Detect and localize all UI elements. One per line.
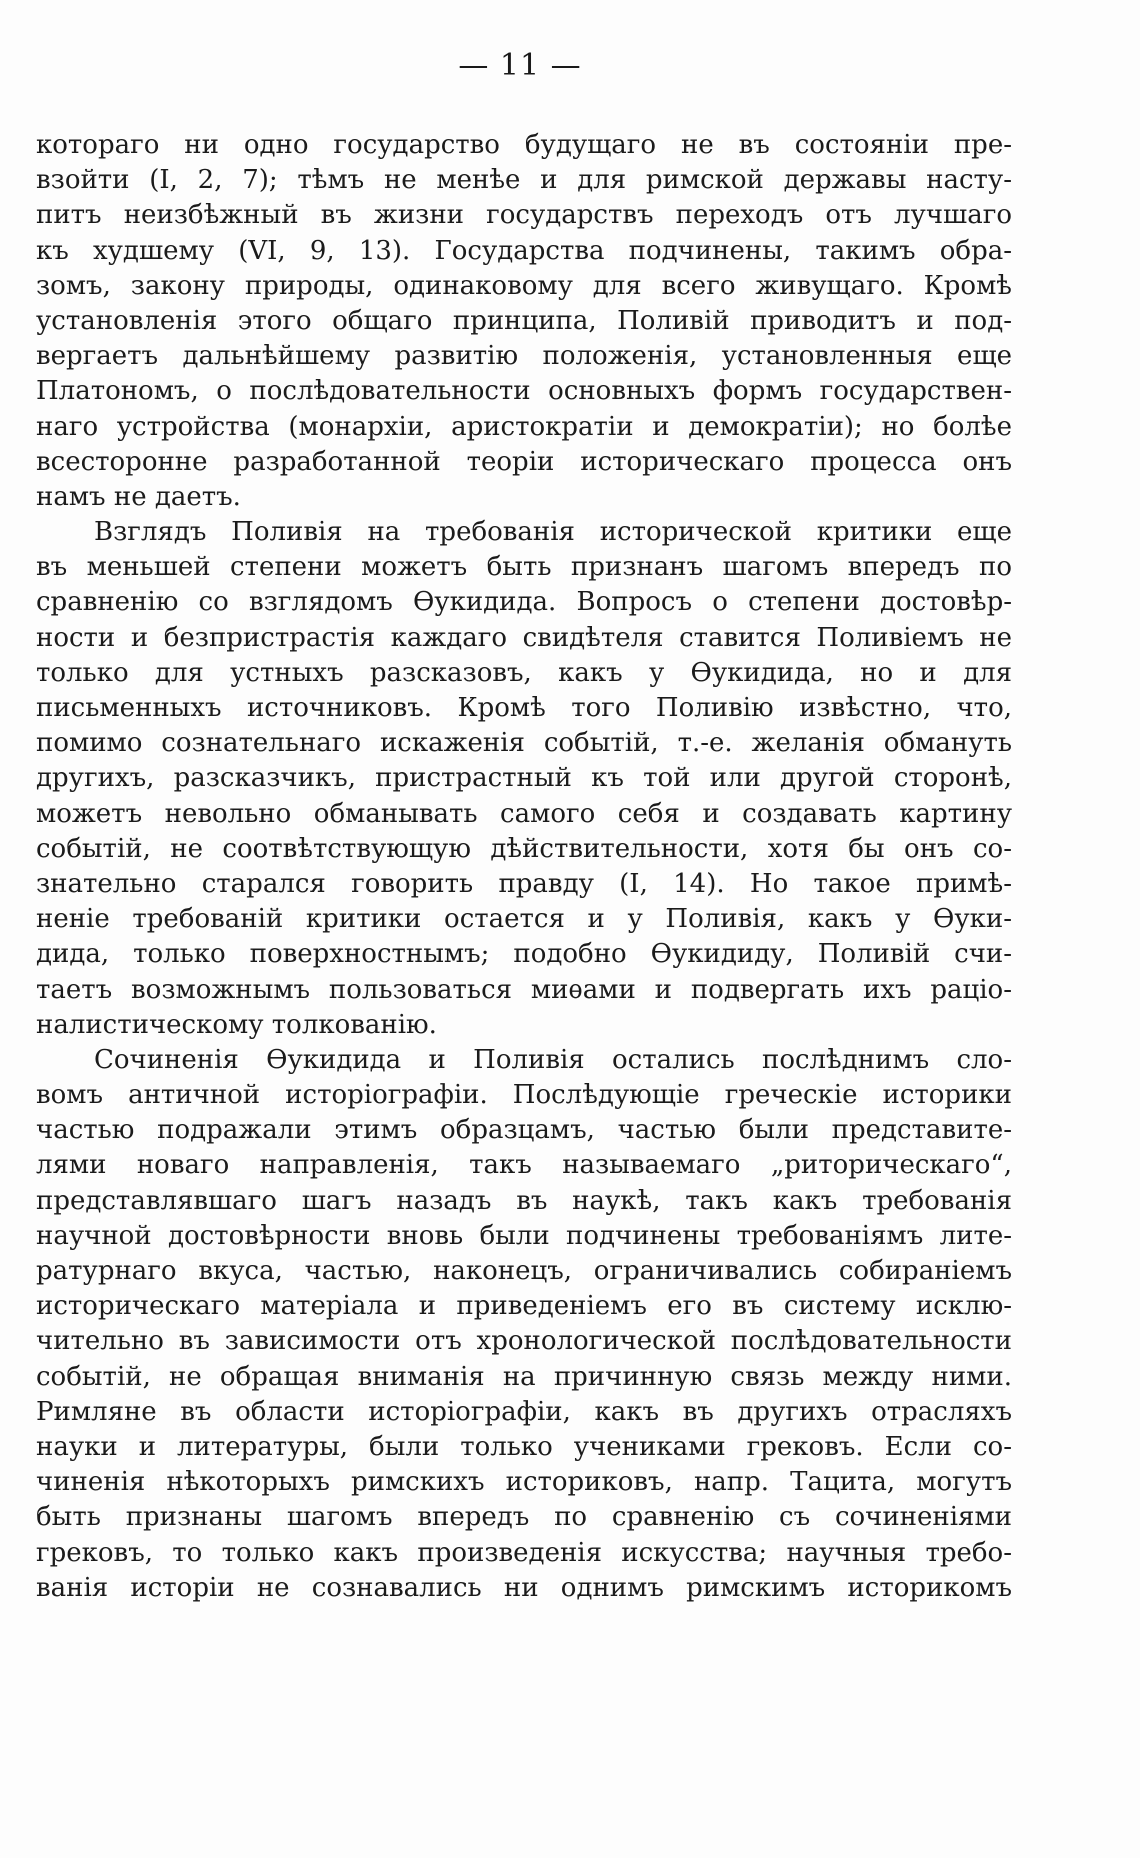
text-line: грековъ, то только какъ произведенія искусства; научныя требо- xyxy=(36,1537,1012,1568)
text-line: событій, не соотвѣтствующую дѣйствительности, хотя бы онъ со- xyxy=(36,833,1012,864)
text-line: ванія исторіи не сознавались ни однимъ римскимъ историкомъ xyxy=(36,1572,1012,1603)
text-line: наго устройства (монархіи, аристократіи и демократіи); но болѣе xyxy=(36,411,1012,442)
text-line: къ худшему (VI, 9, 13). Государства подчинены, такимъ обра- xyxy=(36,235,1012,266)
text-line: науки и литературы, были только учениками грековъ. Если со- xyxy=(36,1431,1012,1462)
text-line: Сочиненія Ѳукидида и Поливія остались послѣднимъ сло- xyxy=(94,1044,1012,1075)
text-line: взойти (I, 2, 7); тѣмъ не менѣе и для римской державы насту- xyxy=(36,165,1012,196)
text-line: только для устныхъ разсказовъ, какъ у Ѳукидида, но и для xyxy=(36,657,1012,688)
text-line: знательно старался говорить правду (I, 14). Но такое примѣ- xyxy=(36,868,1012,899)
text-line: налистическому толкованію. xyxy=(36,1009,437,1040)
text-line: другихъ, разсказчикъ, пристрастный къ той или другой сторонѣ, xyxy=(36,763,1012,794)
text-line: частью подражали этимъ образцамъ, частью были представите- xyxy=(36,1115,1012,1146)
text-line: котораго ни одно государство будущаго не въ состояніи пре- xyxy=(36,130,1012,160)
paragraph-3 xyxy=(36,1043,1012,1606)
text-line: лями новаго направленія, такъ называемаго „риторическаго“, xyxy=(36,1150,1012,1181)
text-line: представлявшаго шагъ назадъ въ наукѣ, такъ какъ требованія xyxy=(36,1185,1012,1216)
text-line: можетъ невольно обманывать самого себя и создавать картину xyxy=(36,798,1012,829)
text-line: научной достовѣрности вновь были подчинены требованіямъ лите- xyxy=(36,1220,1012,1251)
text-line: письменныхъ источниковъ. Кромѣ того Поливію извѣстно, что, xyxy=(36,693,1012,723)
text-line: зомъ, закону природы, одинаковому для всего живущаго. Кромѣ xyxy=(36,270,1012,301)
text-line: вомъ античной исторіографіи. Послѣдующіе греческіе историки xyxy=(36,1080,1012,1111)
text-line: чиненія нѣкоторыхъ римскихъ историковъ, напр. Тацита, могутъ xyxy=(36,1467,1012,1498)
text-line: чительно въ зависимости отъ хронологической послѣдовательности xyxy=(36,1326,1012,1357)
text-line: таетъ возможнымъ пользоваться миѳами и подвергать ихъ раціо- xyxy=(36,974,1012,1005)
text-line: историческаго матеріала и приведеніемъ его въ систему исклю- xyxy=(36,1291,1012,1322)
text-line: быть признаны шагомъ впередъ по сравненію съ сочиненіями xyxy=(36,1502,1012,1533)
text-line: помимо сознательнаго искаженія событій, т.-е. желанія обмануть xyxy=(36,728,1012,759)
text-line: установленія этого общаго принципа, Поливій приводитъ и под- xyxy=(36,305,1012,336)
text-line: сравненію со взглядомъ Ѳукидида. Вопросъ о степени достовѣр- xyxy=(36,587,1012,618)
text-line: Римляне въ области исторіографіи, какъ въ другихъ отрасляхъ xyxy=(36,1396,1012,1427)
text-line: ратурнаго вкуса, частью, наконецъ, ограничивались собираніемъ xyxy=(36,1256,1012,1286)
text-line: питъ неизбѣжный въ жизни государствъ переходъ отъ лучшаго xyxy=(36,200,1012,231)
text-line: вергаетъ дальнѣйшему развитію положенія, установленныя еще xyxy=(36,341,1012,372)
text-line: неніе требованій критики остается и у Поливія, какъ у Ѳуки- xyxy=(36,904,1012,935)
text-line: событій, не обращая вниманія на причинную связь между ними. xyxy=(36,1361,1012,1392)
page-number: — 11 — xyxy=(458,48,582,83)
text-line: въ меньшей степени можетъ быть признанъ шагомъ впередъ по xyxy=(36,552,1012,583)
text-line: Взглядъ Поливія на требованія исторической критики еще xyxy=(94,517,1012,548)
text-line: намъ не даетъ. xyxy=(36,481,241,512)
body-text xyxy=(36,128,1012,1606)
text-line: всесторонне разработанной теоріи историческаго процесса онъ xyxy=(36,446,1012,477)
text-line: Платономъ, о послѣдовательности основныхъ формъ государствен- xyxy=(36,376,1012,407)
text-line: ности и безпристрастія каждаго свидѣтеля ставится Поливіемъ не xyxy=(36,622,1012,653)
paragraph-1 xyxy=(36,128,1012,515)
paragraph-2 xyxy=(36,515,1012,1043)
text-line: дида, только поверхностнымъ; подобно Ѳукидиду, Поливій счи- xyxy=(36,939,1012,970)
